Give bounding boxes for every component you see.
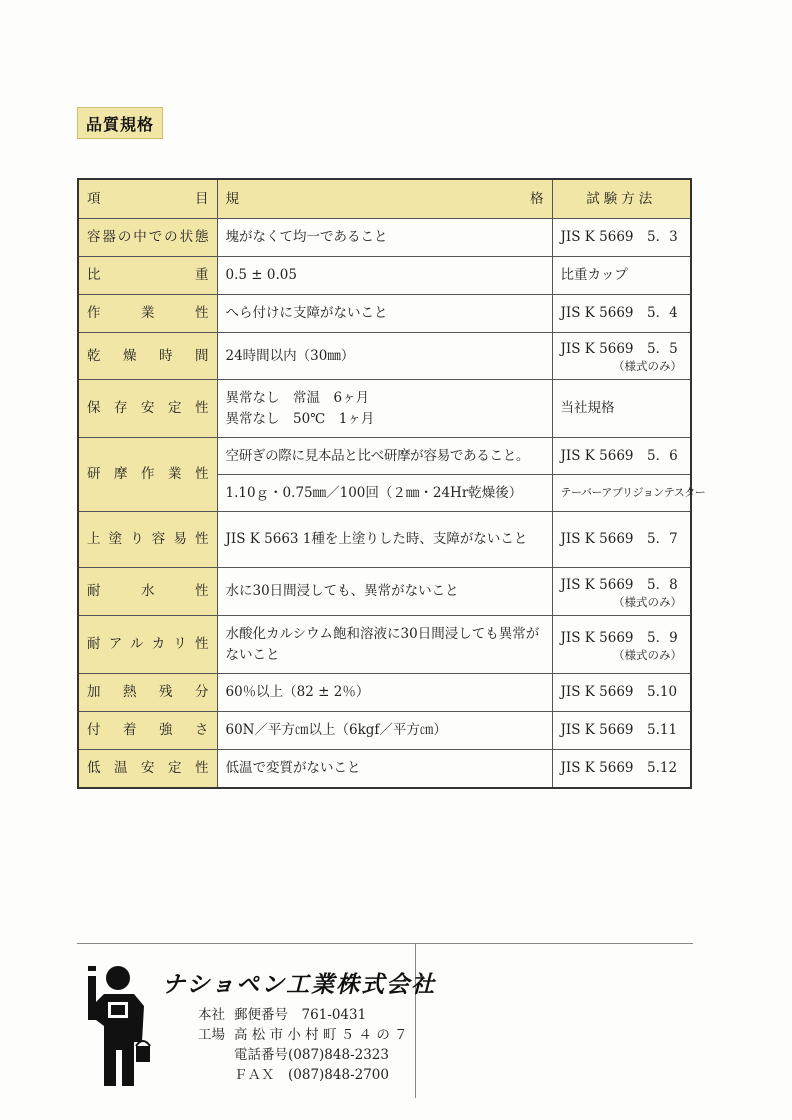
row-spec: 塊がなくて均一であること [217,219,552,257]
address-value: 高 松 市 小 村 町 ５ ４ の ７ [234,1027,408,1043]
row-item: 加熱残分 [78,674,217,712]
footer-divider [77,943,693,944]
row-method: JIS K 5669 5．5 [560,341,678,358]
row-spec: 60％以上（82 ± 2％） [217,674,552,712]
row-spec: 24時間以内（30㎜） [217,333,552,380]
address-line [198,1045,408,1065]
row-method: JIS K 5669 5．3 [552,219,691,257]
row-item: 耐アルカリ性 [78,616,217,674]
row-method: 当社規格 [552,380,691,438]
row-method: JIS K 5669 5．9 [560,629,678,646]
row-method: JIS K 5669 5.10 [552,674,691,712]
table-row [78,257,691,295]
row-method-cell [552,568,691,616]
row-method-note: （様式のみ） [613,359,682,374]
table-row [78,512,691,568]
row-spec-sub: 1.10ｇ・0.75㎜／100回（２㎜・24Hr乾燥後） [217,475,552,512]
header-spec: 規 格 [217,179,552,219]
row-method: JIS K 5669 5．6 [552,438,691,475]
table-row [78,750,691,788]
row-method-sub: テーバーアブリジョンテスター [552,475,691,512]
address-label [198,1045,234,1065]
row-spec: JIS K 5663 1種を上塗りした時、支障がないこと [217,512,552,568]
row-item: 耐水性 [78,568,217,616]
row-spec: へら付けに支障がないこと [217,295,552,333]
table-row [78,295,691,333]
row-spec-line2: 異常なし 50℃ 1ヶ月 [225,410,375,427]
row-spec-cell [217,380,552,438]
row-method-cell [552,616,691,674]
address-value: 電話番号(087)848-2323 [234,1047,389,1063]
table-row [78,438,691,475]
row-spec: 異常なし 常温 6ヶ月 [225,389,370,406]
row-method-cell [552,333,691,380]
address-value: 郵便番号 761-0431 [234,1007,367,1023]
address-line [198,1005,408,1025]
row-item: 乾燥時間 [78,333,217,380]
row-method: JIS K 5669 5.11 [552,712,691,750]
row-item: 保存安定性 [78,380,217,438]
row-item: 比重 [78,257,217,295]
table-row [78,333,691,380]
row-spec: 60N／平方㎝以上（6kgf／平方㎝） [217,712,552,750]
header-method: 試験方法 [552,179,691,219]
address-label: 本社 [198,1007,225,1023]
table-header-row [78,179,691,219]
table-row [78,380,691,438]
table-row [78,568,691,616]
row-item: 研摩作業性 [78,438,217,512]
row-spec: 空研ぎの際に見本品と比べ研摩が容易であること。 [217,438,552,475]
row-spec: 0.5 ± 0.05 [217,257,552,295]
row-method: JIS K 5669 5．4 [552,295,691,333]
table-row [78,616,691,674]
painter-logo-icon [84,962,154,1088]
row-item: 付着強さ [78,712,217,750]
row-item: 低温安定性 [78,750,217,788]
row-method: JIS K 5669 5．7 [552,512,691,568]
table-row [78,674,691,712]
table-row [78,219,691,257]
row-method-note: （様式のみ） [613,647,682,662]
section-title-label: 品質規格 [77,107,163,139]
address-value: ＦＡＸ (087)848-2700 [234,1067,389,1083]
company-address [198,1005,408,1085]
address-label [198,1065,234,1085]
table-row [78,712,691,750]
row-spec: 低温で変質がないこと [217,750,552,788]
row-method-note: （様式のみ） [613,594,682,609]
row-spec: 水に30日間浸しても、異常がないこと [217,568,552,616]
address-label: 工場 [198,1027,225,1043]
row-item: 作業性 [78,295,217,333]
row-method: JIS K 5669 5．8 [560,576,678,593]
header-item: 項 目 [78,179,217,219]
row-method: 比重カップ [552,257,691,295]
quality-spec-table [77,178,706,789]
row-method: JIS K 5669 5.12 [552,750,691,788]
row-spec: 水酸化カルシウム飽和溶液に30日間浸しても異常がないこと [217,616,552,674]
address-line [198,1025,408,1045]
row-item: 容器の中での状態 [78,219,217,257]
row-item: 上塗り容易性 [78,512,217,568]
company-name: ナショペン工業株式会社 [162,972,437,998]
address-line [198,1065,408,1085]
